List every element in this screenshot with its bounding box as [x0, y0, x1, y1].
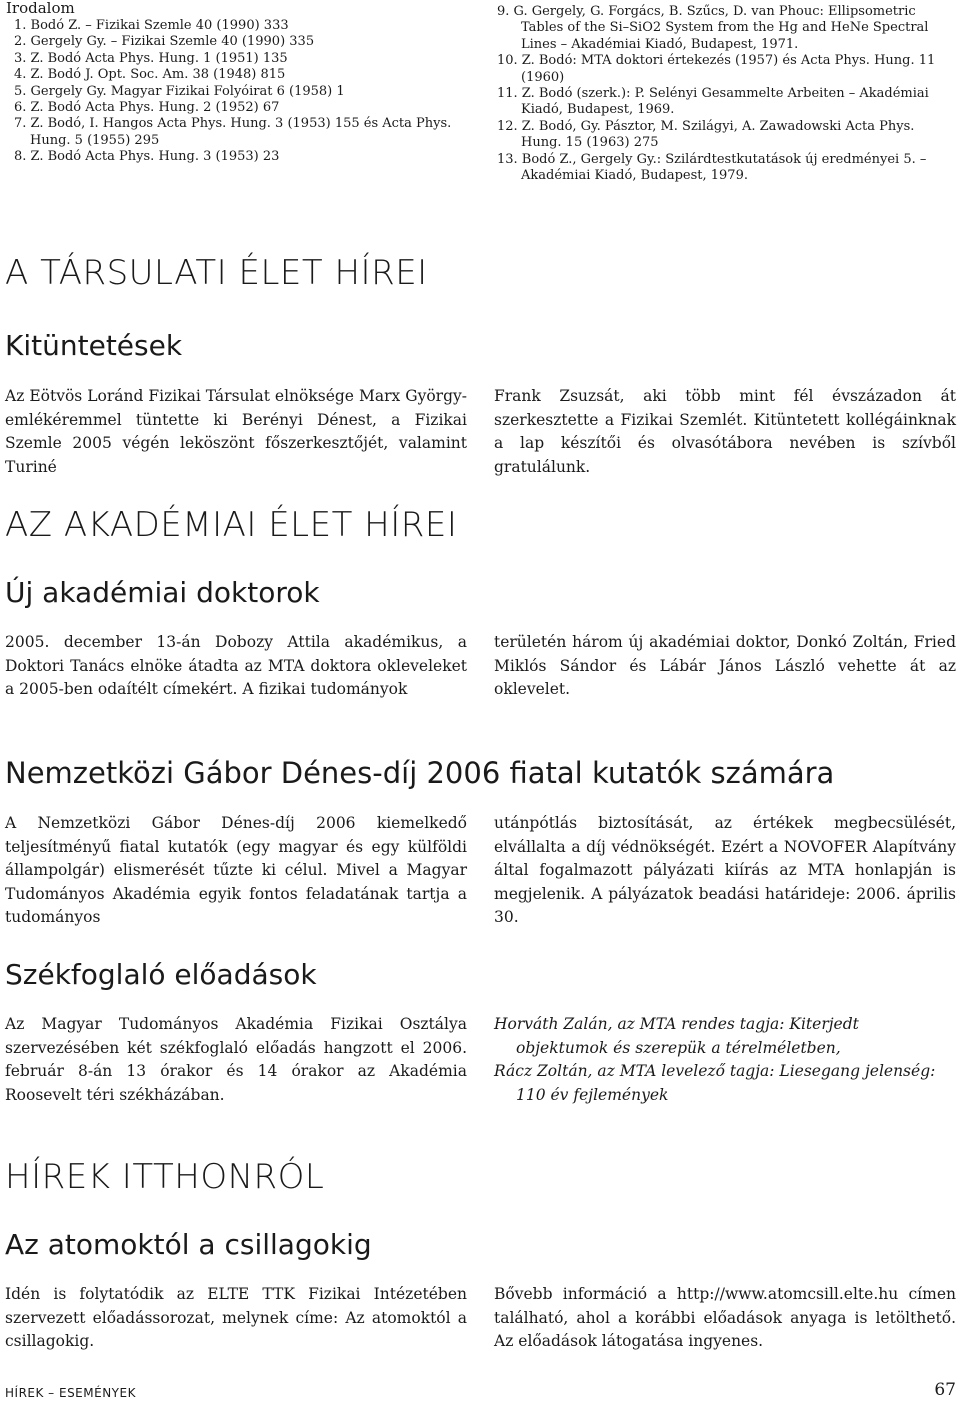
heading-gabor-denes-dij: Nemzetközi Gábor Dénes-díj 2006 fiatal kutatók számára [5, 756, 835, 790]
subheading-atomoktol: Az atomoktól a csillagokig [5, 1228, 372, 1261]
gabor-dij-text-right: utánpótlás biztosítását, az értékek megbecsülését, elvállalta a díj védnökségét. Ezért a NOVOFER Alapítvány által fogalmazott pályázati kiírás az MTA honlapján is megjelenik. A pályázatok beadási határideje: 2006. április 30. [494, 814, 956, 926]
atomoktol-text-left: Idén is folytatódik az ELTE TTK Fizikai Intézetében szervezett előadássorozat, melynek címe: Az atomoktól a csillagokig. [5, 1285, 467, 1350]
section-heading-akademiai: AZ AKADÉMIAI ÉLET HÍREI [5, 505, 458, 545]
page-number: 67 [934, 1380, 956, 1400]
subheading-doktorok: Új akadémiai doktorok [5, 576, 320, 609]
reference-item: 7. Z. Bodó, I. Hangos Acta Phys. Hung. 3 (1953) 155 és Acta Phys. Hung. 5 (1955) 295 [14, 116, 452, 148]
heading-szekfoglalo: Székfoglaló előadások [5, 958, 317, 991]
atomoktol-text-right: Bővebb információ a http://www.atomcsill.elte.hu címen található, ahol a korábbi előadások anyaga is letölthető. Az előadások látogatása ingyenes. [494, 1285, 956, 1350]
reference-item: 1. Bodó Z. – Fizikai Szemle 40 (1990) 333 [14, 18, 289, 33]
kituntetesek-text-left: Az Eötvös Loránd Fizikai Társulat elnöksége Marx György-emlékéremmel tüntette ki Berényi Dénest, a Fizikai Szemle 2005 végén leköszönt főszerkesztőjét, valamint Turiné [5, 387, 467, 476]
section-heading-tarsulati: A TÁRSULATI ÉLET HÍREI [5, 253, 428, 293]
section-heading-hirek-itthonrol: HÍREK ITTHONRÓL [5, 1157, 325, 1197]
doktorok-text-right: területén három új akadémiai doktor, Donkó Zoltán, Fried Miklós Sándor és Lábár János László vehette át az oklevelet. [494, 633, 956, 698]
reference-item: 4. Z. Bodó J. Opt. Soc. Am. 38 (1948) 815 [14, 67, 286, 83]
gabor-dij-text-left: A Nemzetközi Gábor Dénes-díj 2006 kiemelkedő teljesítményű fiatal kutatók (egy magyar és egy külföldi állampolgár) elismerését tűzte ki célul. Mivel a Magyar Tudományos Akadémia egyik fontos feladatának tartja a tudományos [5, 814, 467, 926]
references-title: Irodalom [6, 0, 75, 17]
reference-item: 13. Bodó Z., Gergely Gy.: Szilárdtestkutatások új eredményei 5. – Akadémiai Kiadó, Budapest, 1979. [497, 151, 927, 184]
reference-item: 9. G. Gergely, G. Forgács, B. Szűcs, D. van Phouc: Ellipsometric Tables of the Si–SiO2 System from the Hg and HeNe Spectral Lines – Akadémiai Kiadó, Budapest, 1971. [497, 4, 929, 52]
lecture-item: Horváth Zalán, az MTA rendes tagja: Kiterjedt objektumok és szerepük a térelméletben, [494, 1015, 859, 1057]
reference-item: 3. Z. Bodó Acta Phys. Hung. 1 (1951) 135 [14, 50, 288, 66]
reference-item: 5. Gergely Gy. Magyar Fizikai Folyóirat 6 (1958) 1 [14, 83, 345, 99]
reference-item: 8. Z. Bodó Acta Phys. Hung. 3 (1953) 23 [14, 149, 280, 165]
kituntetesek-text-right: Frank Zsuzsát, aki több mint fél évszázadon át szerkesztette a Fizikai Szemlét. Kitüntetett kollégáinknak a lap készítői és olvasótábora nevében is szívből gratulálunk. [494, 387, 956, 476]
reference-item: 10. Z. Bodó: MTA doktori értekezés (1957) és Acta Phys. Hung. 11 (1960) [497, 53, 936, 85]
references-right [497, 4, 959, 184]
lecture-item: Rácz Zoltán, az MTA levelező tagja: Liesegang jelenség: 110 év fejlemények [494, 1062, 936, 1104]
subheading-kituntetesek: Kitüntetések [5, 329, 183, 362]
szekfoglalo-lectures [494, 1013, 956, 1107]
reference-item: 12. Z. Bodó, Gy. Pásztor, M. Szilágyi, A. Zawadowski Acta Phys. Hung. 15 (1963) 275 [497, 118, 915, 151]
footer-section-label: HÍREK – ESEMÉNYEK [5, 1386, 136, 1400]
reference-item: 6. Z. Bodó Acta Phys. Hung. 2 (1952) 67 [14, 100, 280, 116]
doktorok-text-left: 2005. december 13-án Dobozy Attila akadémikus, a Doktori Tanács elnöke átadta az MTA doktora okleveleket a 2005-ben odaítélt címekért. A fizikai tudományok [5, 633, 467, 698]
szekfoglalo-text-left: Az Magyar Tudományos Akadémia Fizikai Osztálya szervezésében két székfoglaló előadás hangzott el 2006. február 8-án 13 órakor és 14 órakor az Akadémia Roosevelt téri székházában. [5, 1015, 467, 1104]
reference-item: 11. Z. Bodó (szerk.): P. Selényi Gesammelte Arbeiten – Akadémiai Kiadó, Budapest, 1969. [497, 86, 929, 118]
references-left [6, 0, 476, 166]
reference-item: 2. Gergely Gy. – Fizikai Szemle 40 (1990) 335 [14, 34, 315, 50]
